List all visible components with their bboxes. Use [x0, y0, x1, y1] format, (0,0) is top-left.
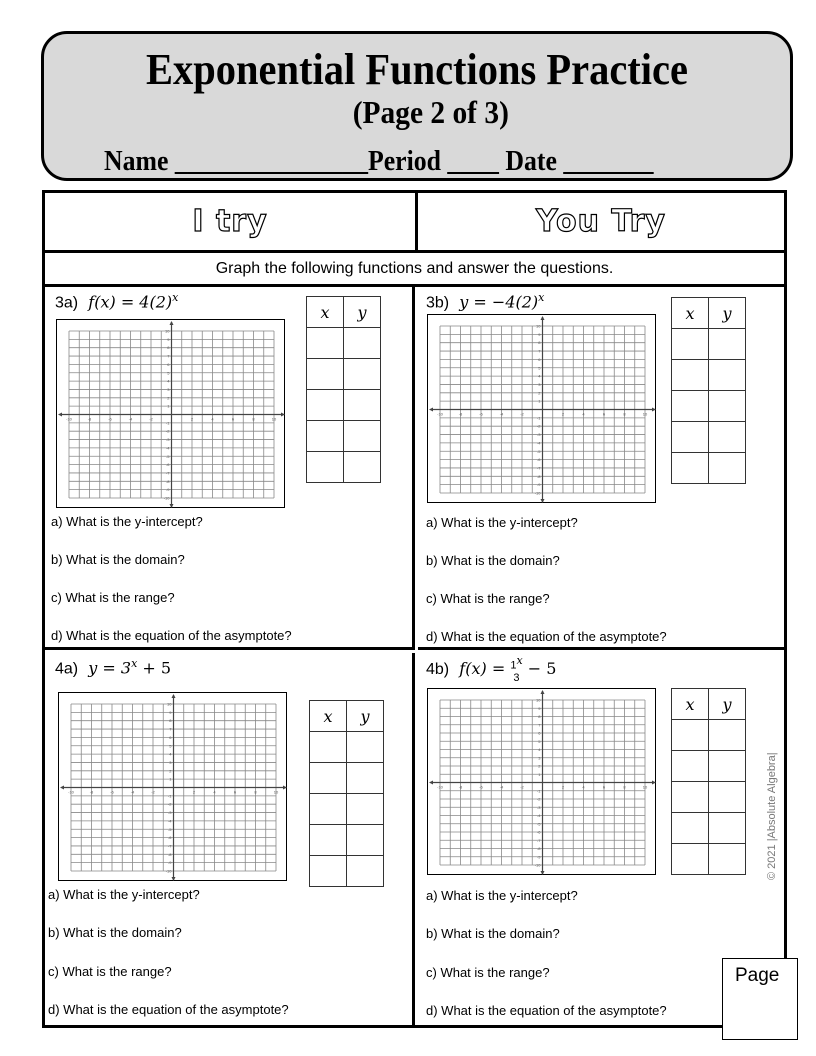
y-value-cell[interactable]: [347, 825, 384, 856]
y-tick-label: 8: [538, 340, 541, 346]
y-column-header: y: [344, 297, 381, 328]
xy-table-row: [310, 732, 384, 763]
y-value-cell[interactable]: [709, 360, 746, 391]
y-value-cell[interactable]: [347, 732, 384, 763]
y-value-cell[interactable]: [347, 856, 384, 887]
grid-svg: [428, 315, 657, 504]
y-tick-label: 8: [169, 718, 172, 724]
x-value-cell[interactable]: [672, 360, 709, 391]
y-value-cell[interactable]: [347, 794, 384, 825]
x-value-cell[interactable]: [307, 390, 344, 421]
xy-table: [306, 296, 381, 483]
y-tick-label: 7: [538, 722, 541, 728]
y-tick-label: 7: [167, 353, 170, 359]
x-tick-label: 6: [233, 789, 237, 795]
x-column-header: x: [307, 297, 344, 328]
y-tick-label: 2: [169, 768, 172, 774]
y-tick-label: 9: [167, 336, 170, 342]
y-tick-label: -5: [165, 453, 170, 459]
xy-table-row: [307, 390, 381, 421]
question-asymptote: d) What is the equation of the asymptote?: [426, 1003, 667, 1018]
y-tick-label: -2: [167, 801, 172, 807]
x-tick-label: -8: [87, 416, 92, 422]
xy-table: [671, 297, 746, 484]
problem-equation: 4b) $f(x) = 1^x$ 3 − 5: [426, 654, 557, 684]
coordinate-grid[interactable]: [427, 314, 656, 503]
header-i-try: [45, 193, 418, 250]
worksheet-subtitle: (Page 2 of 3): [352, 94, 509, 130]
xy-table-row: [672, 329, 746, 360]
x-axis-arrow-right: [281, 413, 285, 417]
y-tick-label: 5: [169, 743, 172, 749]
x-axis-arrow-left: [429, 408, 433, 412]
name-period-date-line: Name _______________Period ____ Date _______: [104, 146, 654, 177]
y-tick-label: 6: [169, 734, 172, 740]
xy-table-row: [672, 391, 746, 422]
problem-equation: 4a) $y = 3^x + 5$: [55, 657, 172, 678]
y-tick-label: 5: [538, 365, 541, 371]
y-value-cell[interactable]: [709, 720, 746, 751]
y-tick-label: -10: [534, 490, 541, 496]
y-tick-label: -6: [536, 457, 541, 463]
y-tick-label: 10: [165, 328, 170, 334]
x-tick-label: -2: [149, 416, 153, 422]
y-axis-arrow-up: [541, 690, 545, 694]
x-column-header: x: [672, 298, 709, 329]
x-tick-label: -8: [458, 411, 463, 417]
y-tick-label: -2: [165, 428, 170, 434]
y-tick-label: 6: [538, 730, 541, 736]
x-tick-label: 2: [561, 784, 565, 790]
y-tick-label: 1: [167, 403, 170, 409]
fraction: 1$^x$ 3: [510, 654, 523, 684]
y-value-cell[interactable]: [347, 763, 384, 794]
x-tick-label: 10: [271, 416, 277, 422]
xy-table-header: [672, 689, 746, 720]
x-tick-label: 10: [273, 789, 279, 795]
y-tick-label: -2: [536, 796, 541, 802]
x-value-cell[interactable]: [672, 453, 709, 484]
y-tick-label: -5: [536, 821, 541, 827]
xy-table-row: [307, 328, 381, 359]
y-tick-label: -7: [167, 843, 172, 849]
x-tick-label: 6: [602, 411, 606, 417]
question-range: c) What is the range?: [426, 965, 550, 980]
copyright-text: © 2021 |Absolute Algebra|: [766, 752, 778, 880]
x-tick-label: -6: [110, 789, 114, 795]
x-tick-label: 6: [231, 416, 235, 422]
y-tick-label: 3: [169, 759, 172, 765]
xy-table-row: [672, 720, 746, 751]
y-tick-label: 3: [538, 381, 541, 387]
y-tick-label: -1: [165, 420, 170, 426]
page-number-box: [722, 958, 798, 1040]
x-axis-arrow-left: [429, 781, 433, 785]
y-tick-label: -4: [167, 818, 172, 824]
x-tick-label: 8: [623, 784, 626, 790]
x-tick-label: -10: [437, 784, 443, 790]
y-tick-label: 2: [538, 390, 541, 396]
y-tick-label: 2: [167, 395, 170, 401]
x-tick-label: -10: [68, 789, 74, 795]
xy-table: [671, 688, 746, 875]
x-tick-label: -4: [130, 789, 135, 795]
x-axis-arrow-left: [60, 786, 64, 790]
y-tick-label: -3: [536, 432, 541, 438]
practice-table: [42, 190, 787, 1028]
y-tick-label: 10: [167, 701, 172, 707]
x-value-cell[interactable]: [310, 825, 347, 856]
x-value-cell[interactable]: [672, 422, 709, 453]
y-tick-label: -10: [165, 868, 172, 874]
x-tick-label: 6: [602, 784, 606, 790]
y-tick-label: 4: [538, 373, 541, 379]
y-value-cell[interactable]: [709, 329, 746, 360]
y-tick-label: 10: [536, 697, 541, 703]
you-try-label: You Try: [536, 204, 666, 239]
y-tick-label: -9: [536, 854, 541, 860]
x-value-cell[interactable]: [672, 391, 709, 422]
x-tick-label: -6: [108, 416, 112, 422]
y-tick-label: -8: [165, 478, 170, 484]
x-tick-label: 8: [623, 411, 626, 417]
question-domain: b) What is the domain?: [48, 925, 182, 940]
x-tick-label: -6: [479, 411, 483, 417]
problem-cell-3a: [45, 287, 415, 650]
y-tick-label: 9: [538, 331, 541, 337]
y-tick-label: -5: [536, 448, 541, 454]
y-tick-label: -3: [167, 810, 172, 816]
xy-table-row: [307, 421, 381, 452]
y-tick-label: 7: [538, 348, 541, 354]
grid-svg: [57, 320, 286, 509]
x-tick-label: -2: [520, 411, 524, 417]
y-tick-label: -8: [536, 846, 541, 851]
x-value-cell[interactable]: [672, 813, 709, 844]
y-value-cell[interactable]: [344, 359, 381, 390]
y-tick-label: 10: [536, 323, 541, 329]
y-tick-label: 1: [538, 398, 541, 404]
worksheet-header: [41, 31, 793, 181]
y-tick-label: -1: [536, 788, 541, 794]
question-domain: b) What is the domain?: [426, 926, 560, 941]
x-column-header: x: [672, 689, 709, 720]
y-tick-label: -9: [165, 487, 170, 493]
y-tick-label: -7: [165, 470, 170, 476]
y-value-cell[interactable]: [709, 751, 746, 782]
y-value-cell[interactable]: [344, 421, 381, 452]
y-tick-label: -3: [165, 437, 170, 443]
x-value-cell[interactable]: [310, 856, 347, 887]
x-column-header: x: [310, 701, 347, 732]
y-tick-label: 4: [169, 751, 172, 757]
y-tick-label: 5: [167, 370, 170, 376]
x-tick-label: -2: [151, 789, 155, 795]
x-tick-label: -4: [499, 784, 504, 790]
xy-table-row: [310, 825, 384, 856]
y-tick-label: -7: [536, 837, 541, 843]
x-tick-label: -4: [499, 411, 504, 417]
x-tick-label: 8: [254, 789, 257, 795]
x-value-cell[interactable]: [672, 751, 709, 782]
y-tick-label: -2: [536, 423, 541, 429]
y-tick-label: -10: [534, 862, 541, 868]
y-tick-label: -5: [167, 826, 172, 832]
y-tick-label: 1: [538, 771, 541, 777]
question-y-intercept: a) What is the y-intercept?: [426, 888, 578, 903]
x-tick-label: 10: [642, 784, 648, 790]
x-axis-arrow-right: [283, 786, 287, 790]
i-try-label: I try: [192, 204, 268, 239]
xy-table-header: [310, 701, 384, 732]
y-tick-label: 8: [538, 714, 541, 719]
worksheet-title: Exponential Functions Practice: [146, 45, 688, 94]
x-axis-arrow-right: [652, 408, 656, 412]
table-header-row: [45, 193, 784, 253]
y-tick-label: 8: [167, 345, 170, 351]
xy-table-row: [672, 360, 746, 391]
y-tick-label: 4: [167, 378, 170, 384]
y-axis-arrow-down: [170, 504, 174, 508]
y-tick-label: 9: [538, 705, 541, 711]
xy-table-row: [672, 422, 746, 453]
grid-svg: [428, 689, 657, 876]
y-tick-label: -4: [165, 445, 170, 451]
xy-table-header: [672, 298, 746, 329]
problem-cell-3b: [418, 287, 784, 650]
coordinate-grid[interactable]: [56, 319, 285, 508]
xy-table-row: [672, 751, 746, 782]
x-value-cell[interactable]: [672, 720, 709, 751]
x-value-cell[interactable]: [310, 763, 347, 794]
xy-table-row: [310, 856, 384, 887]
x-tick-label: 4: [582, 411, 585, 417]
y-tick-label: 3: [538, 755, 541, 761]
xy-table-row: [307, 359, 381, 390]
y-tick-label: -6: [536, 829, 541, 835]
x-value-cell[interactable]: [307, 359, 344, 390]
y-tick-label: -7: [536, 465, 541, 471]
question-asymptote: d) What is the equation of the asymptote?: [51, 628, 292, 643]
y-tick-label: -10: [163, 495, 170, 501]
y-column-header: y: [709, 689, 746, 720]
xy-table-header: [307, 297, 381, 328]
y-tick-label: 2: [538, 763, 541, 769]
x-value-cell[interactable]: [310, 732, 347, 763]
y-tick-label: 6: [167, 361, 170, 367]
xy-table-row: [672, 453, 746, 484]
y-tick-label: -8: [536, 473, 541, 479]
x-tick-label: -8: [89, 789, 94, 795]
xy-table-row: [310, 794, 384, 825]
y-tick-label: 5: [538, 738, 541, 744]
y-axis-arrow-down: [172, 877, 176, 881]
problem-cell-4a: [45, 653, 415, 1025]
coordinate-grid[interactable]: [58, 692, 287, 881]
question-range: c) What is the range?: [51, 590, 175, 605]
x-tick-label: 10: [642, 411, 648, 417]
x-tick-label: 4: [211, 416, 214, 422]
y-tick-label: -6: [165, 462, 170, 468]
x-tick-label: -6: [479, 784, 483, 790]
x-axis-arrow-right: [652, 781, 656, 785]
y-tick-label: 7: [169, 726, 172, 732]
xy-table-row: [310, 763, 384, 794]
xy-table-row: [672, 813, 746, 844]
y-tick-label: -9: [536, 482, 541, 488]
x-tick-label: -10: [66, 416, 72, 422]
y-tick-label: 4: [538, 747, 541, 752]
question-y-intercept: a) What is the y-intercept?: [426, 515, 578, 530]
y-value-cell[interactable]: [709, 813, 746, 844]
y-tick-label: -8: [167, 851, 172, 857]
x-tick-label: 2: [192, 789, 196, 795]
y-value-cell[interactable]: [709, 391, 746, 422]
x-value-cell[interactable]: [672, 782, 709, 813]
xy-table-row: [672, 844, 746, 875]
y-column-header: y: [347, 701, 384, 732]
question-asymptote: d) What is the equation of the asymptote?: [48, 1002, 289, 1017]
y-tick-label: -4: [536, 440, 541, 446]
xy-table: [309, 700, 384, 887]
header-you-try: [418, 193, 784, 250]
y-tick-label: 6: [538, 356, 541, 362]
x-tick-label: 2: [561, 411, 565, 417]
y-tick-label: -6: [167, 835, 172, 841]
question-asymptote: d) What is the equation of the asymptote?: [426, 629, 667, 644]
grid-svg: [59, 693, 288, 882]
x-tick-label: -2: [520, 784, 524, 790]
y-value-cell[interactable]: [344, 328, 381, 359]
y-tick-label: -1: [536, 415, 541, 421]
x-tick-label: 4: [582, 784, 585, 790]
x-tick-label: 2: [190, 416, 194, 422]
y-value-cell[interactable]: [709, 844, 746, 875]
y-axis-arrow-up: [172, 694, 176, 698]
x-tick-label: -4: [128, 416, 133, 422]
x-axis-arrow-left: [58, 413, 62, 417]
x-value-cell[interactable]: [307, 452, 344, 483]
y-column-header: y: [709, 298, 746, 329]
y-axis-arrow-up: [170, 321, 174, 325]
y-axis-arrow-up: [541, 316, 545, 320]
x-tick-label: 4: [213, 789, 216, 795]
question-y-intercept: a) What is the y-intercept?: [51, 514, 203, 529]
x-value-cell[interactable]: [307, 421, 344, 452]
y-value-cell[interactable]: [709, 782, 746, 813]
y-tick-label: 9: [169, 709, 172, 715]
problem-equation: 3a) $f(x) = 4(2)^x$: [55, 291, 179, 312]
y-tick-label: -1: [167, 793, 172, 799]
x-value-cell[interactable]: [310, 794, 347, 825]
x-value-cell[interactable]: [307, 328, 344, 359]
x-tick-label: -10: [437, 411, 443, 417]
y-value-cell[interactable]: [344, 452, 381, 483]
y-tick-label: 3: [167, 386, 170, 392]
x-value-cell[interactable]: [672, 844, 709, 875]
y-tick-label: -3: [536, 804, 541, 810]
xy-table-row: [307, 452, 381, 483]
xy-table-row: [672, 782, 746, 813]
problem-equation: 3b) $y = -4(2)^x$: [426, 291, 545, 312]
y-tick-label: -9: [167, 860, 172, 866]
y-axis-arrow-down: [541, 499, 545, 503]
question-y-intercept: a) What is the y-intercept?: [48, 887, 200, 902]
x-tick-label: 8: [252, 416, 255, 422]
question-domain: b) What is the domain?: [51, 552, 185, 567]
y-tick-label: -4: [536, 813, 541, 818]
question-range: c) What is the range?: [48, 964, 172, 979]
y-value-cell[interactable]: [709, 422, 746, 453]
page-label: Page: [735, 965, 780, 986]
y-value-cell[interactable]: [344, 390, 381, 421]
y-axis-arrow-down: [541, 871, 545, 875]
question-range: c) What is the range?: [426, 591, 550, 606]
y-tick-label: 1: [169, 776, 172, 782]
coordinate-grid[interactable]: [427, 688, 656, 875]
instructions: Graph the following functions and answer the questions.: [45, 253, 784, 287]
x-tick-label: -8: [458, 784, 463, 790]
y-value-cell[interactable]: [709, 453, 746, 484]
question-domain: b) What is the domain?: [426, 553, 560, 568]
x-value-cell[interactable]: [672, 329, 709, 360]
